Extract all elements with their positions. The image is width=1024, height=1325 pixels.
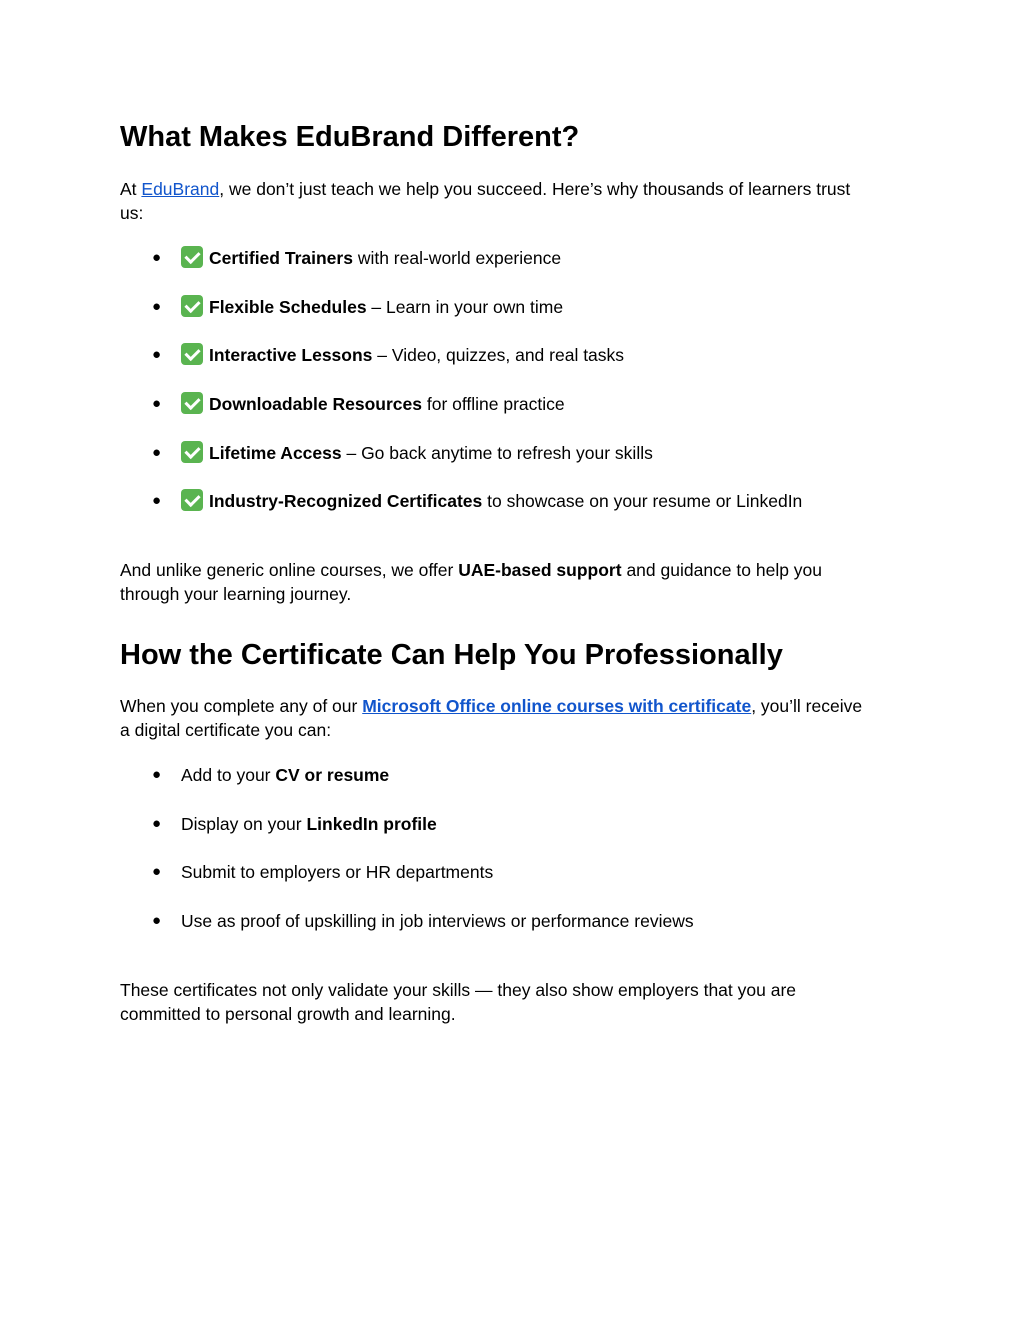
feature-title: Flexible Schedules bbox=[209, 297, 367, 317]
feature-description: – Go back anytime to refresh your skills bbox=[341, 443, 653, 463]
feature-item bbox=[181, 246, 561, 270]
feature-description: to showcase on your resume or LinkedIn bbox=[482, 491, 803, 511]
feature-item bbox=[181, 343, 624, 367]
use-highlight: CV or resume bbox=[275, 765, 390, 785]
closing-paragraph-line2: committed to personal growth and learning. bbox=[120, 1004, 456, 1024]
bullet-icon: ● bbox=[152, 444, 162, 461]
feature-item bbox=[181, 295, 563, 319]
bullet-icon: ● bbox=[152, 492, 162, 509]
bullet-icon: ● bbox=[152, 346, 162, 363]
bullet-icon: ● bbox=[152, 766, 162, 783]
check-mark-icon bbox=[181, 343, 203, 365]
feature-title: Lifetime Access bbox=[209, 443, 342, 463]
check-mark-icon bbox=[181, 392, 203, 414]
support-paragraph-line2: through your learning journey. bbox=[120, 584, 352, 604]
use-item bbox=[181, 909, 694, 933]
bullet-icon: ● bbox=[152, 912, 162, 929]
bullet-icon: ● bbox=[152, 395, 162, 412]
intro-paragraph-line1 bbox=[120, 177, 850, 201]
support-paragraph-line1 bbox=[120, 558, 822, 582]
feature-item bbox=[181, 489, 802, 513]
use-text: Add to your bbox=[181, 765, 276, 785]
feature-title: Interactive Lessons bbox=[209, 345, 373, 365]
feature-title: Certified Trainers bbox=[209, 248, 353, 268]
certificate-intro-suffix: , you’ll receive bbox=[751, 696, 863, 716]
certificate-intro-line1 bbox=[120, 694, 862, 718]
feature-item bbox=[181, 392, 565, 416]
edubrand-link[interactable]: EduBrand bbox=[141, 179, 220, 199]
check-mark-icon bbox=[181, 489, 203, 511]
check-mark-icon bbox=[181, 246, 203, 268]
check-mark-icon bbox=[181, 441, 203, 463]
bullet-icon: ● bbox=[152, 815, 162, 832]
feature-description: for offline practice bbox=[421, 394, 565, 414]
feature-description: – Learn in your own time bbox=[366, 297, 564, 317]
bullet-icon: ● bbox=[152, 249, 162, 266]
intro-paragraph-line2: us: bbox=[120, 203, 144, 223]
bullet-icon: ● bbox=[152, 863, 162, 880]
intro-suffix: , we don’t just teach we help you succeed. Here’s why thousands of learners trust bbox=[219, 179, 851, 199]
support-suffix: and guidance to help you bbox=[621, 560, 823, 580]
use-item bbox=[181, 860, 493, 884]
feature-description: with real-world experience bbox=[352, 248, 562, 268]
feature-item bbox=[181, 441, 653, 465]
intro-prefix: At bbox=[120, 179, 142, 199]
section-heading-edubrand-different: What Makes EduBrand Different? bbox=[120, 121, 580, 153]
section-heading-certificate-help: How the Certificate Can Help You Professionally bbox=[120, 639, 783, 671]
use-highlight: LinkedIn profile bbox=[306, 814, 437, 834]
check-mark-icon bbox=[181, 295, 203, 317]
use-item bbox=[181, 763, 389, 787]
certificate-intro-line2: a digital certificate you can: bbox=[120, 720, 332, 740]
bullet-icon: ● bbox=[152, 298, 162, 315]
support-highlight: UAE-based support bbox=[458, 560, 622, 580]
feature-title: Industry-Recognized Certificates bbox=[209, 491, 483, 511]
use-text: Submit to employers or HR departments bbox=[181, 862, 494, 882]
feature-description: – Video, quizzes, and real tasks bbox=[372, 345, 625, 365]
microsoft-office-courses-link[interactable]: Microsoft Office online courses with certificate bbox=[362, 696, 752, 716]
use-text: Use as proof of upskilling in job interviews or performance reviews bbox=[181, 911, 694, 931]
feature-title: Downloadable Resources bbox=[209, 394, 422, 414]
certificate-intro-prefix: When you complete any of our bbox=[120, 696, 363, 716]
use-item bbox=[181, 812, 437, 836]
closing-paragraph-line1: These certificates not only validate your skills — they also show employers that you are bbox=[120, 980, 797, 1000]
support-prefix: And unlike generic online courses, we offer bbox=[120, 560, 459, 580]
use-text: Display on your bbox=[181, 814, 307, 834]
